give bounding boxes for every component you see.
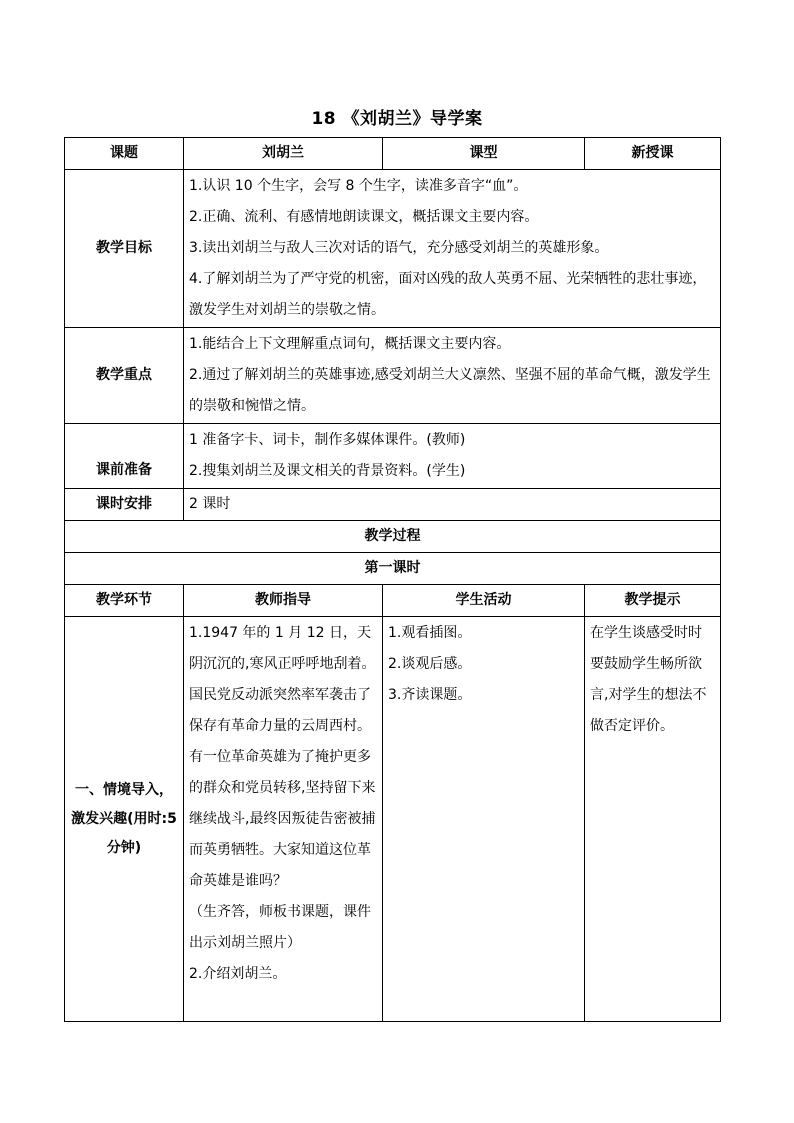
process-title: 教学过程	[65, 521, 721, 553]
teacher-item: 2.介绍刘胡兰。	[189, 966, 287, 982]
focus-row	[65, 328, 721, 424]
goals-content	[184, 170, 721, 328]
prep-row	[65, 424, 721, 489]
schedule-value: 2 课时	[184, 489, 721, 521]
goal-item: 2.正确、流利、有感情地朗读课文，概括课文主要内容。	[189, 209, 539, 225]
columns-row	[65, 585, 721, 617]
prep-item: 1 准备字卡、词卡，制作多媒体课件。(教师)	[189, 432, 466, 448]
schedule-row	[65, 489, 721, 521]
focus-item: 1.能结合上下文理解重点词句，概括课文主要内容。	[189, 336, 511, 352]
stage1-row	[65, 617, 721, 1022]
stage1-teacher	[184, 617, 383, 1022]
focus-content	[184, 328, 721, 424]
focus-item: 2.通过了解刘胡兰的英雄事迹,感受刘胡兰大义凛然、坚强不屈的革命气概，激发学生的崇敬和惋惜之情。	[189, 367, 711, 414]
topic-label: 课题	[65, 138, 184, 170]
schedule-label: 课时安排	[65, 489, 184, 521]
column-student: 学生活动	[383, 585, 585, 617]
stage1-name: 一、情境导入，激发兴趣(用时:5 分钟)	[65, 617, 184, 1022]
lesson-plan-table	[64, 137, 721, 1022]
type-value: 新授课	[585, 138, 721, 170]
goal-item: 3.读出刘胡兰与敌人三次对话的语气，充分感受刘胡兰的英雄形象。	[189, 240, 609, 256]
column-tips: 教学提示	[585, 585, 721, 617]
teacher-item: （生齐答，师板书课题，课件出示刘胡兰照片）	[189, 904, 371, 951]
student-item: 3.齐读课题。	[388, 687, 472, 703]
focus-label: 教学重点	[65, 328, 184, 424]
lesson-row	[65, 553, 721, 585]
goal-item: 4.了解刘胡兰为了严守党的机密，面对凶残的敌人英勇不屈、光荣牺牲的悲壮事迹，激发学生对刘胡兰的崇敬之情。	[189, 271, 707, 318]
header-row	[65, 138, 721, 170]
lesson-title: 第一课时	[65, 553, 721, 585]
teacher-item: 1.1947 年的 1 月 12 日，天阴沉沉的,寒风正呼呼地刮着。国民党反动派突然率军袭击了保存有革命力量的云周西村。有一位革命英雄为了掩护更多的群众和党员转移,坚持留下来继续战斗,最终因叛徒告密被捕而英勇牺牲。大家知道这位革命英雄是谁吗？	[189, 625, 376, 889]
topic-value: 刘胡兰	[184, 138, 383, 170]
type-label: 课型	[383, 138, 585, 170]
prep-content	[184, 424, 721, 489]
stage1-student	[383, 617, 585, 1022]
column-teacher: 教师指导	[184, 585, 383, 617]
goals-row	[65, 170, 721, 328]
goals-label: 教学目标	[65, 170, 184, 328]
prep-label: 课前准备	[65, 424, 184, 489]
goal-item: 1.认识 10 个生字，会写 8 个生字，读准多音字“血”。	[189, 178, 528, 194]
stage1-tips: 在学生谈感受时时要鼓励学生畅所欲言,对学生的想法不做否定评价。	[585, 617, 721, 1022]
process-row	[65, 521, 721, 553]
page-title: 18 《刘胡兰》导学案	[311, 109, 483, 129]
column-stage: 教学环节	[65, 585, 184, 617]
student-item: 2.谈观后感。	[388, 656, 472, 672]
student-item: 1.观看插图。	[388, 625, 472, 641]
prep-item: 2.搜集刘胡兰及课文相关的背景资料。(学生)	[189, 463, 466, 479]
